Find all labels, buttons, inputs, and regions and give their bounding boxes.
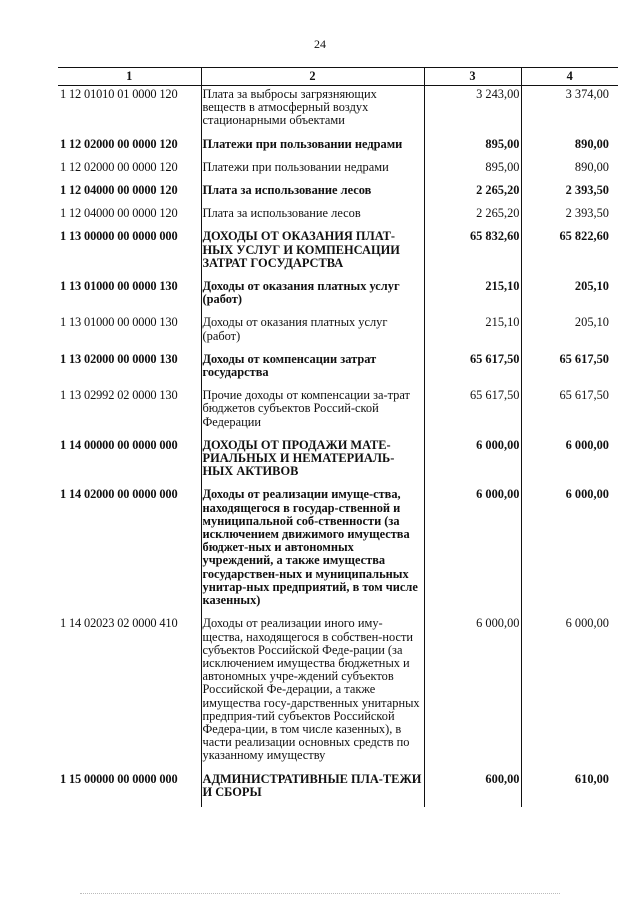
table-row bbox=[58, 182, 618, 205]
revenue-name-cell: Плата за использование лесов bbox=[201, 182, 424, 205]
value-column-4-cell: 6 000,00 bbox=[521, 437, 618, 487]
value-column-3-cell: 215,10 bbox=[424, 278, 521, 314]
table-row bbox=[58, 86, 618, 136]
table-row bbox=[58, 314, 618, 350]
revenue-code-cell: 1 13 02000 00 0000 130 bbox=[58, 351, 201, 387]
revenue-name-cell: Прочие доходы от компенсации за-трат бюджетов субъектов Россий-ской Федерации bbox=[201, 387, 424, 437]
revenue-code-cell: 1 12 01010 01 0000 120 bbox=[58, 86, 201, 136]
column-header-value-2: 4 bbox=[521, 68, 618, 86]
column-header-code: 1 bbox=[58, 68, 201, 86]
value-column-3-cell: 215,10 bbox=[424, 314, 521, 350]
revenue-code-cell: 1 12 04000 00 0000 120 bbox=[58, 205, 201, 228]
table-body bbox=[58, 86, 618, 807]
value-column-3-cell: 6 000,00 bbox=[424, 615, 521, 770]
column-header-value-1: 3 bbox=[424, 68, 521, 86]
revenue-code-cell: 1 14 00000 00 0000 000 bbox=[58, 437, 201, 487]
table-row bbox=[58, 228, 618, 278]
value-column-4-cell: 610,00 bbox=[521, 771, 618, 807]
table-row bbox=[58, 615, 618, 770]
value-column-4-cell: 6 000,00 bbox=[521, 615, 618, 770]
table-row bbox=[58, 771, 618, 807]
table-row bbox=[58, 486, 618, 615]
scan-artifact-line bbox=[80, 893, 560, 894]
value-column-4-cell: 2 393,50 bbox=[521, 182, 618, 205]
revenue-code-cell: 1 14 02000 00 0000 000 bbox=[58, 486, 201, 615]
value-column-4-cell: 890,00 bbox=[521, 136, 618, 159]
value-column-3-cell: 65 832,60 bbox=[424, 228, 521, 278]
table-row bbox=[58, 387, 618, 437]
table-row bbox=[58, 136, 618, 159]
value-column-4-cell: 2 393,50 bbox=[521, 205, 618, 228]
revenue-name-cell: Доходы от оказания платных услуг (работ) bbox=[201, 314, 424, 350]
value-column-3-cell: 65 617,50 bbox=[424, 387, 521, 437]
revenue-code-cell: 1 13 02992 02 0000 130 bbox=[58, 387, 201, 437]
revenue-name-cell: ДОХОДЫ ОТ ПРОДАЖИ МАТЕ-РИАЛЬНЫХ И НЕМАТЕРИАЛЬ-НЫХ АКТИВОВ bbox=[201, 437, 424, 487]
revenue-code-cell: 1 12 02000 00 0000 120 bbox=[58, 159, 201, 182]
revenue-name-cell: Платежи при пользовании недрами bbox=[201, 159, 424, 182]
value-column-3-cell: 65 617,50 bbox=[424, 351, 521, 387]
value-column-4-cell: 205,10 bbox=[521, 314, 618, 350]
revenue-name-cell: АДМИНИСТРАТИВНЫЕ ПЛА-ТЕЖИ И СБОРЫ bbox=[201, 771, 424, 807]
table-row bbox=[58, 205, 618, 228]
value-column-3-cell: 3 243,00 bbox=[424, 86, 521, 136]
value-column-4-cell: 3 374,00 bbox=[521, 86, 618, 136]
table-row bbox=[58, 437, 618, 487]
value-column-3-cell: 895,00 bbox=[424, 136, 521, 159]
column-header-name: 2 bbox=[201, 68, 424, 86]
revenue-name-cell: Доходы от реализации имуще-ства, находящегося в государ-ственной и муниципальной соб-ственности (за исключением движимого имущества бюджет-ных и автономных учреждений, а также имущества государствен-ных и муниципальных унитар-ных предприятий, в том числе казенных) bbox=[201, 486, 424, 615]
revenue-code-cell: 1 13 00000 00 0000 000 bbox=[58, 228, 201, 278]
value-column-4-cell: 65 617,50 bbox=[521, 351, 618, 387]
value-column-3-cell: 895,00 bbox=[424, 159, 521, 182]
value-column-4-cell: 890,00 bbox=[521, 159, 618, 182]
value-column-3-cell: 2 265,20 bbox=[424, 205, 521, 228]
revenue-code-cell: 1 15 00000 00 0000 000 bbox=[58, 771, 201, 807]
revenue-name-cell: Плата за выбросы загрязняющих веществ в атмосферный воздух стационарными объектами bbox=[201, 86, 424, 136]
revenue-code-cell: 1 14 02023 02 0000 410 bbox=[58, 615, 201, 770]
revenue-code-cell: 1 13 01000 00 0000 130 bbox=[58, 314, 201, 350]
revenue-name-cell: Платежи при пользовании недрами bbox=[201, 136, 424, 159]
revenue-code-cell: 1 12 02000 00 0000 120 bbox=[58, 136, 201, 159]
table-header-row bbox=[58, 68, 618, 86]
table-row bbox=[58, 351, 618, 387]
value-column-3-cell: 2 265,20 bbox=[424, 182, 521, 205]
budget-revenue-table bbox=[58, 67, 618, 807]
value-column-3-cell: 6 000,00 bbox=[424, 486, 521, 615]
revenue-code-cell: 1 13 01000 00 0000 130 bbox=[58, 278, 201, 314]
value-column-4-cell: 205,10 bbox=[521, 278, 618, 314]
table-row bbox=[58, 278, 618, 314]
table-row bbox=[58, 159, 618, 182]
revenue-name-cell: Плата за использование лесов bbox=[201, 205, 424, 228]
revenue-code-cell: 1 12 04000 00 0000 120 bbox=[58, 182, 201, 205]
value-column-3-cell: 600,00 bbox=[424, 771, 521, 807]
value-column-4-cell: 6 000,00 bbox=[521, 486, 618, 615]
value-column-4-cell: 65 822,60 bbox=[521, 228, 618, 278]
value-column-4-cell: 65 617,50 bbox=[521, 387, 618, 437]
value-column-3-cell: 6 000,00 bbox=[424, 437, 521, 487]
revenue-name-cell: ДОХОДЫ ОТ ОКАЗАНИЯ ПЛАТ-НЫХ УСЛУГ И КОМПЕНСАЦИИ ЗАТРАТ ГОСУДАРСТВА bbox=[201, 228, 424, 278]
page-number: 24 bbox=[314, 37, 326, 51]
revenue-name-cell: Доходы от оказания платных услуг (работ) bbox=[201, 278, 424, 314]
revenue-name-cell: Доходы от реализации иного иму-щества, находящегося в собствен-ности субъектов Российской Феде-рации (за исключением имущества бюджетных и автономных учре-ждений субъектов Российской Фе-дерации, а также имущества госу-дарственных унитарных предприя-тий субъектов Российской Федера-ции, в том числе казенных), в части реализации основных средств по указанному имуществу bbox=[201, 615, 424, 770]
revenue-name-cell: Доходы от компенсации затрат государства bbox=[201, 351, 424, 387]
